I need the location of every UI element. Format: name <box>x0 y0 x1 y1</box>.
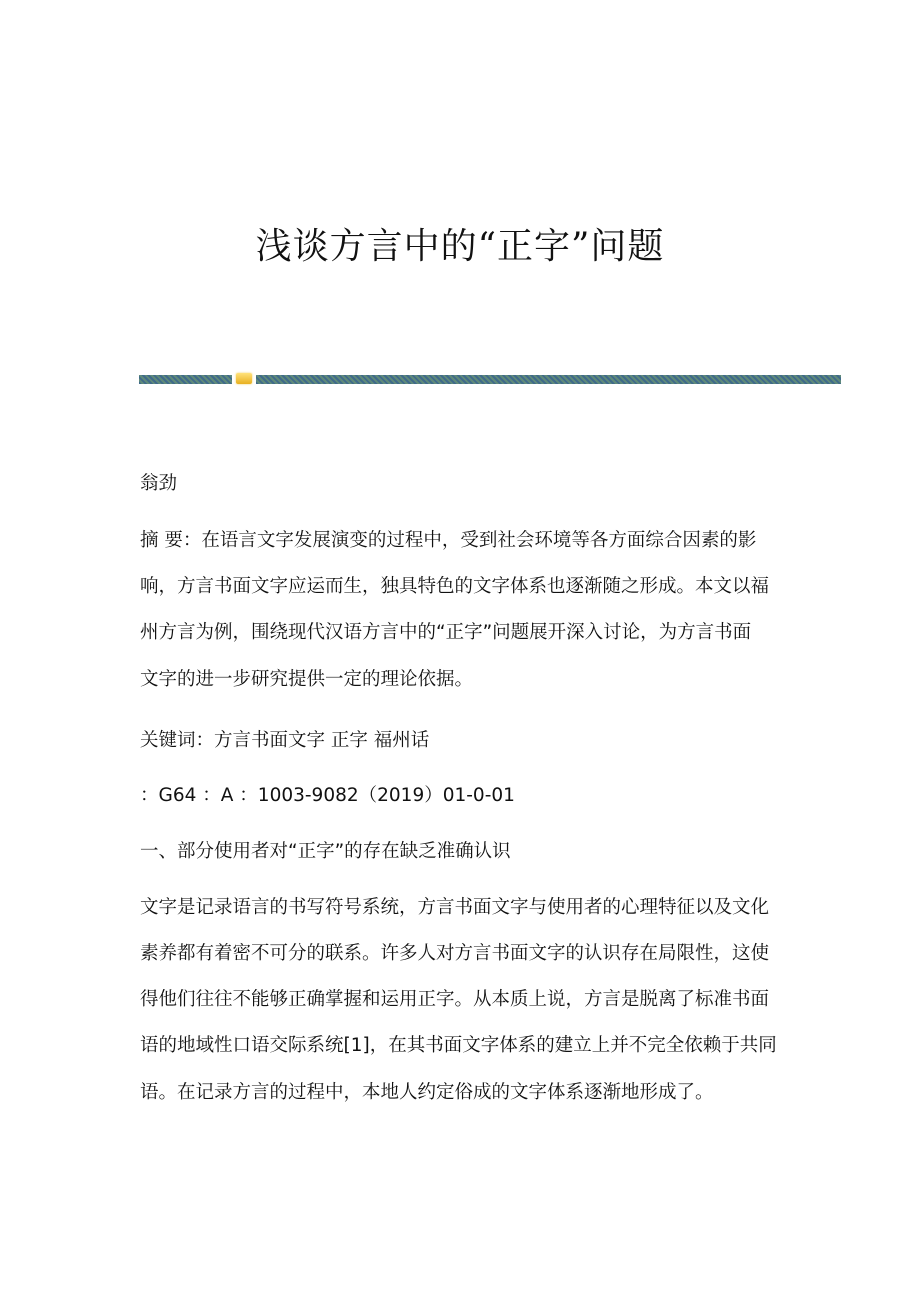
keywords: 关键词：方言书面文字 正字 福州话 <box>140 730 430 751</box>
body-line: 得他们往往不能够正确掌握和运用正字。从本质上说，方言是脱离了标准书面 <box>140 989 770 1010</box>
body-line: 素养都有着密不可分的联系。许多人对方言书面文字的认识存在局限性，这使 <box>140 943 770 964</box>
abstract-line: 响，方言书面文字应运而生，独具特色的文字体系也逐渐随之形成。本文以福 <box>140 576 770 597</box>
body-line: 语。在记录方言的过程中，本地人约定俗成的文字体系逐渐地形成了。 <box>140 1082 714 1103</box>
envelope-icon <box>236 373 252 384</box>
abstract-line: 摘 要：在语言文字发展演变的过程中，受到社会环境等各方面综合因素的影 <box>140 530 757 551</box>
body-line: 文字是记录语言的书写符号系统，方言书面文字与使用者的心理特征以及文化 <box>140 897 770 918</box>
body-line: 语的地域性口语交际系统[1]，在其书面文字体系的建立上并不完全依赖于共同 <box>140 1035 777 1056</box>
document-title: 浅谈方言中的“正字”问题 <box>255 226 665 267</box>
abstract-line: 州方言为例，围绕现代汉语方言中的“正字”问题展开深入讨论，为方言书面 <box>140 622 752 643</box>
decorative-divider-left <box>139 375 232 384</box>
author: 翁劲 <box>140 473 178 494</box>
classification-codes: ：G64 ：A ：1003-9082（2019）01-0-01 <box>140 785 515 806</box>
abstract-line: 文字的进一步研究提供一定的理论依据。 <box>140 669 474 690</box>
decorative-divider-right <box>256 375 841 384</box>
section-heading: 一、部分使用者对“正字”的存在缺乏准确认识 <box>140 841 511 862</box>
